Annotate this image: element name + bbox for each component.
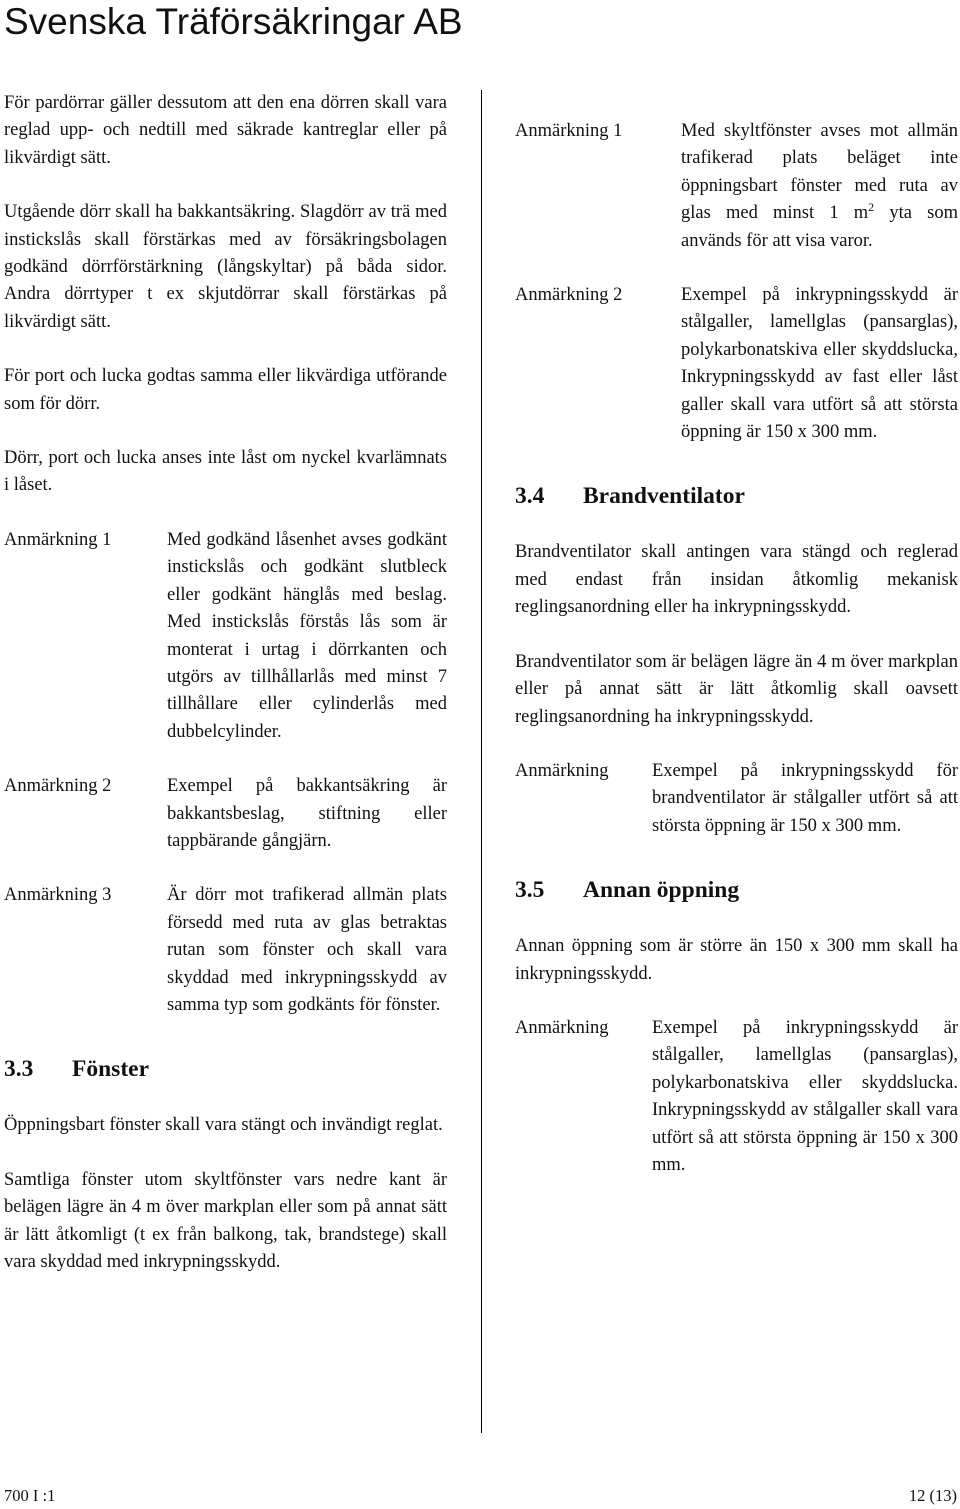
right-column	[515, 118, 958, 1206]
note-text: Exempel på inkrypningsskydd är stålgaller, lamellglas (pansarglas), polykarbonatskiva eller skyddslucka, Inkrypningsskydd av fast eller låst galler skall vara utfört så att största öppning är 150 x 300 mm.	[681, 285, 958, 443]
note-label: Anmärkning 3	[4, 885, 112, 906]
note-label: Anmärkning 1	[515, 121, 623, 141]
footer-document-id: 700 I :1	[4, 1486, 56, 1505]
note-label: Anmärkning 2	[515, 285, 623, 306]
paragraph-samtliga-fonster: Samtliga fönster utom skyltfönster vars nedre kant är belägen lägre än 4 m över markplan eller som på annat sätt är lätt åtkomligt (t ex från balkong, tak, brandstege) skall vara skyddad med inkrypningsskydd.	[4, 1169, 447, 1272]
note-text: Exempel på inkrypningsskydd är stålgaller, lamellglas (pansarglas), polykarbonatskiva eller skyddslucka. Inkrypningsskydd av stålgaller skall vara utfört så att största öppning är 150 x 300 mm.	[652, 1017, 958, 1175]
section-title: Annan öppning	[583, 877, 740, 904]
paragraph-brandventilator-stangd: Brandventilator skall antingen vara stängd och reglerad med endast från insidan åtkomlig mekanisk reglingsanordning eller ha inkrypningsskydd.	[515, 542, 958, 618]
superscript: 2	[868, 200, 875, 215]
note-text: Är dörr mot trafikerad allmän plats försedd med ruta av glas betraktas rutan som fönster och skall vara skyddad med inkrypningsskydd av samma typ som godkänts för fönster.	[167, 885, 447, 1015]
note-annan-oppning	[515, 1015, 958, 1179]
paragraph-utgaende-dorr: Utgående dörr skall ha bakkantsäkring. Slagdörr av trä med instickslås skall förstärkas med av försäkringsbolagen godkänd dörrförstärkning (långskyltar) på båda sidor. Andra dörrtyper t ex skjutdörrar skall förstärkas på likvärdigt sätt.	[4, 202, 447, 332]
section-number: 3.5	[515, 877, 545, 904]
note-text: Exempel på bakkantsäkring är bakkantsbeslag, stiftning eller tappbärande gångjärn.	[167, 776, 447, 851]
paragraph-oppningsbart-fonster: Öppningsbart fönster skall vara stängt och invändigt reglat.	[4, 1115, 443, 1136]
paragraph-annan-oppning: Annan öppning som är större än 150 x 300 mm skall ha inkrypningsskydd.	[515, 936, 958, 984]
note-label: Anmärkning	[515, 760, 609, 781]
note-inkrypningsskydd	[515, 282, 958, 446]
section-title: Fönster	[72, 1056, 150, 1083]
note-label: Anmärkning 1	[4, 529, 112, 550]
paragraph-nyckel: Dörr, port och lucka anses inte låst om nyckel kvarlämnats i låset.	[4, 448, 447, 496]
section-title: Brandventilator	[583, 483, 745, 510]
note-label: Anmärkning	[515, 1017, 609, 1038]
section-heading-brandventilator	[515, 480, 958, 512]
note-label: Anmärkning 2	[4, 776, 112, 797]
page-title: Svenska Träförsäkringar AB	[4, 1, 463, 42]
paragraph-brandventilator-lagre: Brandventilator som är belägen lägre än 4 m över markplan eller på annat sätt är lätt åtkomlig skall oavsett reglingsanordning ha inkrypningsskydd.	[515, 651, 958, 727]
section-number: 3.3	[4, 1056, 34, 1083]
note-lasenhet	[4, 527, 447, 746]
note-text: Med skyltfönster avses mot allmän trafikerad plats beläget inte öppningsbart fönster med ruta av glas med minst 1 $m^2$ yta som används för att visa varor.	[681, 121, 958, 251]
column-divider	[481, 90, 482, 1433]
note-dorr-glas	[4, 882, 447, 1019]
note-skyltfonster	[515, 118, 958, 255]
footer-page-number: 12 (13)	[908, 1486, 957, 1505]
note-text: Med godkänd låsenhet avses godkänt instickslås och godkänt slutbleck eller godkänt hänglås med beslag. Med instickslås förstås lås som är monterat i urtag i dörrkanten och utgörs av tillhållarlås med minst 7 tillhållare eller cylinderlås med dubbelcylinder.	[167, 529, 447, 742]
note-text: Exempel på inkrypningsskydd för brandventilator är stålgaller utfört så att största öppning är 150 x 300 mm.	[652, 760, 958, 836]
section-heading-annan-oppning	[515, 874, 958, 906]
section-number: 3.4	[515, 483, 545, 510]
note-brandventilator	[515, 758, 958, 840]
paragraph-port-lucka: För port och lucka godtas samma eller likvärdiga utförande som för dörr.	[4, 366, 447, 414]
section-heading-fonster	[4, 1053, 447, 1085]
left-column	[4, 90, 447, 1303]
note-bakkantsakring	[4, 773, 447, 855]
paragraph-pardorrar: För pardörrar gäller dessutom att den ena dörren skall vara reglad upp- och nedtill med säkrade kantreglar eller på likvärdigt sätt.	[4, 93, 447, 168]
